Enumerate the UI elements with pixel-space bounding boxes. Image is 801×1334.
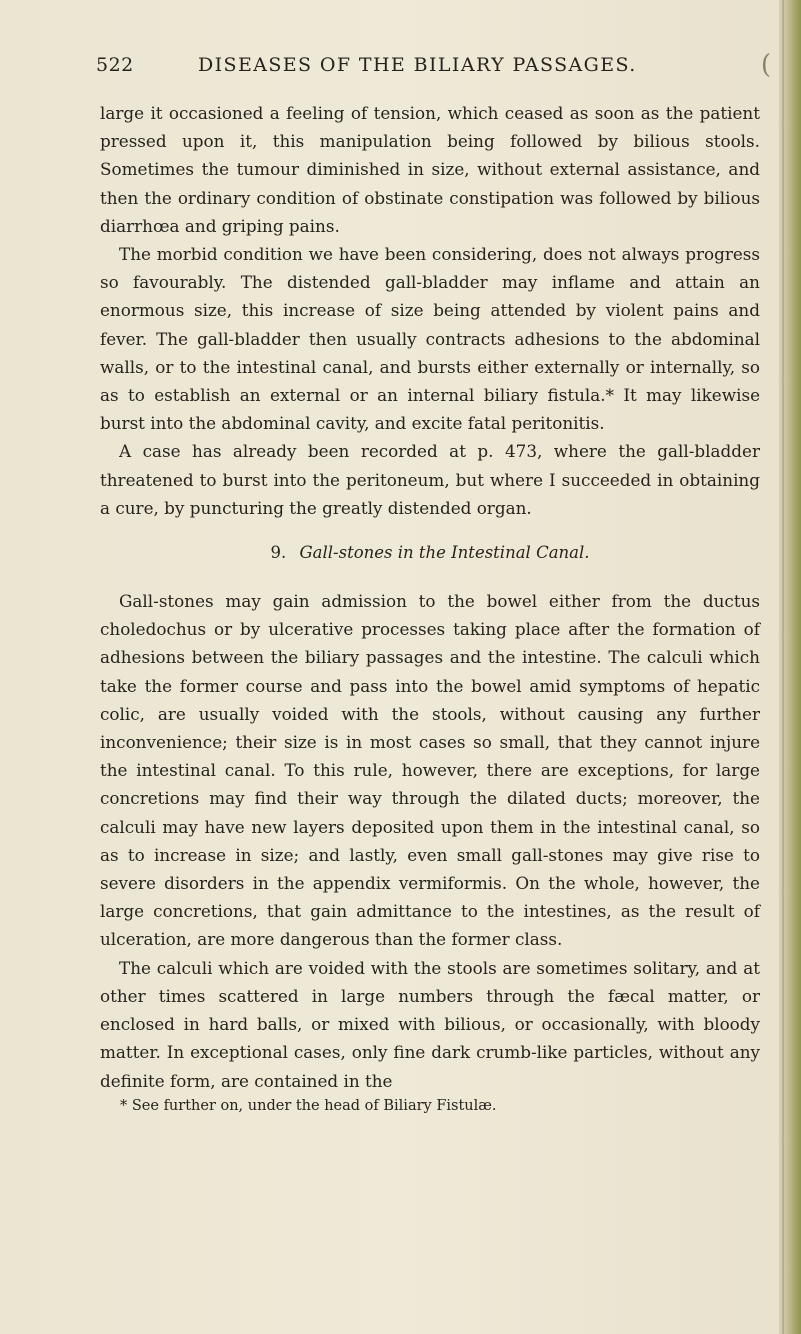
page-number: 522 [96,54,134,76]
page-header [96,54,776,84]
paragraph-1: large it occasioned a feeling of tension, which ceased as soon as the patient pressed upon it, this manipulation being followed by bilious stools. Sometimes the tumour diminished in size, without external assistance, and then the ordinary condition of obstinate constipation was followed by bilious diarrhœa and griping pains. [100,103,760,236]
section-heading [100,539,760,567]
running-title: DISEASES OF THE BILIARY PASSAGES. [198,54,637,76]
page-edge-binding [779,0,801,1334]
footnote: * See further on, under the head of Biliary Fistulæ. [120,1097,497,1114]
paragraph-3: A case has already been recorded at p. 473, where the gall-bladder threatened to burst into the peritoneum, but where I succeeded in obtaining a cure, by puncturing the greatly distended organ. [100,441,760,518]
paragraph-2: The morbid condition we have been considering, does not always progress so favourably. The distended gall-bladder may inflame and attain an enormous size, this increase of size being attended by violent pains and fever. The gall-bladder then usually contracts adhesions to the abdominal walls, or to the intestinal canal, and bursts either externally or internally, so as to establish an external or an internal biliary fistula.* It may likewise burst into the abdominal cavity, and excite fatal peritonitis. [100,244,760,434]
page-corner-mark: ( [760,50,771,80]
section-paragraph-1: Gall-stones may gain admission to the bowel either from the ductus choledochus or by ulcerative processes taking place after the formation of adhesions between the biliary passages and the intestine. The calculi which take the former course and pass into the bowel amid symptoms of hepatic colic, are usually voided with the stools, without causing any further inconvenience; their size is in most cases so small, that they cannot injure the intestinal canal. To this rule, however, there are exceptions, for large concretions may find their way through the dilated ducts; moreover, the calculi may have new layers deposited upon them in the intestinal canal, so as to increase in size; and lastly, even small gall-stones may give rise to severe disorders in the appendix vermiformis. On the whole, however, the large concretions, that gain admittance to the intestines, as the result of ulceration, are more dangerous than the former class. [100,591,760,950]
section-title: Gall-stones in the Intestinal Canal. [299,543,590,563]
section-number: 9. [270,543,287,563]
section-paragraph-2: The calculi which are voided with the stools are sometimes solitary, and at other times scattered in large numbers through the fæcal matter, or enclosed in hard balls, or mixed with bilious, or occasionally, with bloody matter. In exceptional cases, only fine dark crumb-like particles, without any definite form, are contained in the [100,957,760,1091]
body-text [100,99,760,1117]
